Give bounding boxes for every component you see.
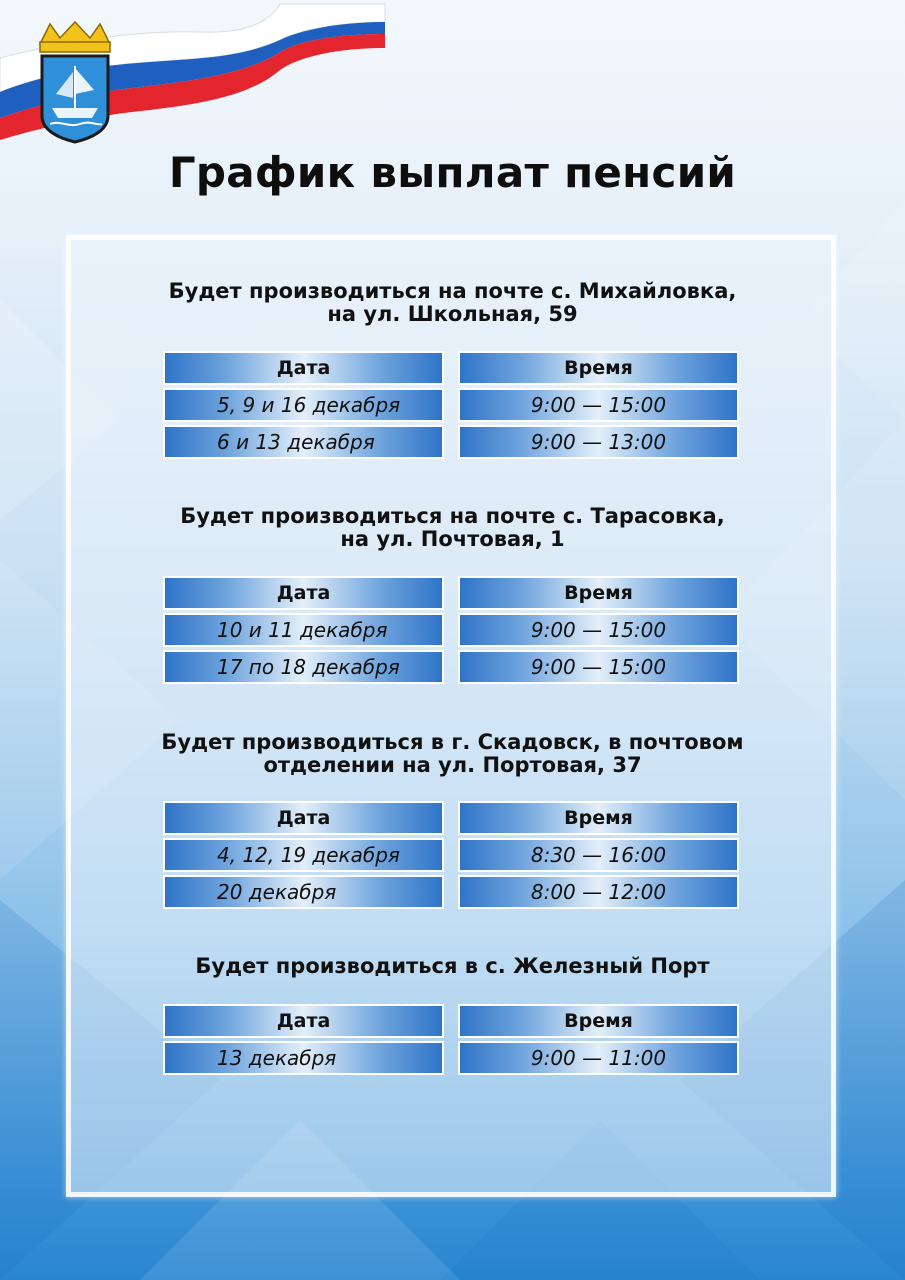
section-heading: Будет производиться в г. Скадовск, в почтовом xyxy=(161,730,744,754)
table-row xyxy=(163,838,739,875)
date-cell: 6 и 13 декабря xyxy=(163,425,444,459)
table-row xyxy=(163,388,739,425)
section-heading-line2: на ул. Школьная, 59 xyxy=(327,302,578,326)
schedule-table xyxy=(163,801,739,912)
table-header-row xyxy=(163,1004,739,1041)
date-cell: 13 декабря xyxy=(163,1041,444,1075)
section-tarasovka xyxy=(0,505,905,551)
time-cell: 9:00 — 15:00 xyxy=(458,650,739,684)
date-column-header: Дата xyxy=(163,1004,444,1038)
date-column-header: Дата xyxy=(163,351,444,385)
table-header-row xyxy=(163,576,739,613)
table-row xyxy=(163,425,739,462)
time-column-header: Время xyxy=(458,801,739,835)
time-cell: 9:00 — 15:00 xyxy=(458,388,739,422)
section-heading: Будет производиться на почте с. Михайловка, xyxy=(168,279,737,303)
time-cell: 8:30 — 16:00 xyxy=(458,838,739,872)
date-cell: 4, 12, 19 декабря xyxy=(163,838,444,872)
time-cell: 9:00 — 15:00 xyxy=(458,613,739,647)
section-mikhailovka xyxy=(0,280,905,326)
section-heading-line2: на ул. Почтовая, 1 xyxy=(340,527,565,551)
time-column-header: Время xyxy=(458,1004,739,1038)
section-heading-line2: отделении на ул. Портовая, 37 xyxy=(263,753,642,777)
schedule-table xyxy=(163,351,739,462)
section-heading: Будет производиться на почте с. Тарасовка, xyxy=(180,504,725,528)
time-cell: 9:00 — 11:00 xyxy=(458,1041,739,1075)
section-heading: Будет производиться в с. Железный Порт xyxy=(195,954,710,978)
time-cell: 8:00 — 12:00 xyxy=(458,875,739,909)
date-cell: 10 и 11 декабря xyxy=(163,613,444,647)
date-cell: 17 по 18 декабря xyxy=(163,650,444,684)
date-column-header: Дата xyxy=(163,576,444,610)
table-row xyxy=(163,613,739,650)
time-column-header: Время xyxy=(458,351,739,385)
time-cell: 9:00 — 13:00 xyxy=(458,425,739,459)
schedule-table xyxy=(163,576,739,687)
page-title: График выплат пенсий xyxy=(168,148,737,197)
table-header-row xyxy=(163,351,739,388)
section-zhelezny-port xyxy=(0,955,905,978)
table-row xyxy=(163,1041,739,1078)
table-header-row xyxy=(163,801,739,838)
date-cell: 5, 9 и 16 декабря xyxy=(163,388,444,422)
coat-of-arms-ship-icon xyxy=(36,20,114,144)
schedule-table xyxy=(163,1004,739,1078)
table-row xyxy=(163,650,739,687)
date-column-header: Дата xyxy=(163,801,444,835)
table-row xyxy=(163,875,739,912)
date-cell: 20 декабря xyxy=(163,875,444,909)
time-column-header: Время xyxy=(458,576,739,610)
section-skadovsk xyxy=(0,731,905,777)
